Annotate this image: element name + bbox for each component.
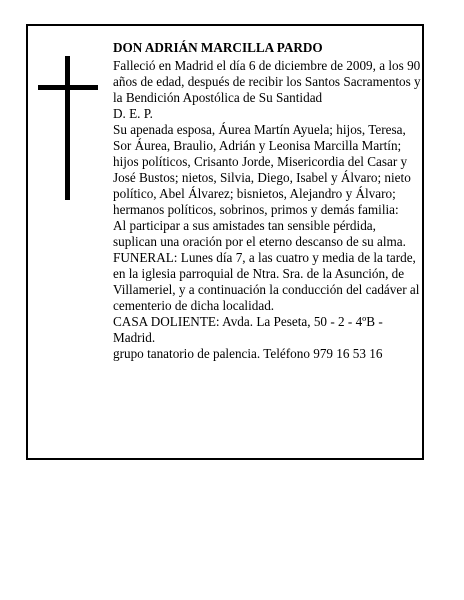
funeral-home-line: grupo tanatorio de palencia. Teléfono 979 16 53 16 [113, 346, 383, 361]
house-paragraph: CASA DOLIENTE: Avda. La Peseta, 50 - 2 - 4ºB - Madrid. [113, 314, 383, 345]
family-paragraph: Su apenada esposa, Áurea Martín Ayuela; hijos, Teresa, Sor Áurea, Braulio, Adrián y Leonisa Marcilla Martín; hijos políticos, Crisanto Jorde, Misericordia del Casar y José Bustos; nietos, Silvia, Diego, Isabel y Álvaro; nieto político, Abel Álvarez; bisnietos, Alejandro y Álvaro; hermanos políticos, sobrinos, primos y demás familia: [113, 122, 411, 217]
request-paragraph: Al participar a sus amistades tan sensible pérdida, suplican una oración por el eterno descanso de su alma. [113, 218, 406, 249]
death-paragraph: Falleció en Madrid el día 6 de diciembre de 2009, a los 90 años de edad, después de recibir los Santos Sacramentos y la Bendición Apostólica de Su Santidad [113, 58, 421, 105]
funeral-paragraph: FUNERAL: Lunes día 7, a las cuatro y media de la tarde, en la iglesia parroquial de Ntra. Sra. de la Asunción, de Villameriel, y a continuación la conducción del cadáver al cementerio de dicha localidad. [113, 250, 420, 313]
notice-text [113, 40, 421, 362]
cross-horizontal-bar [38, 85, 98, 90]
obituary-notice [26, 24, 424, 460]
cross-vertical-bar [65, 56, 70, 200]
deceased-name: DON ADRIÁN MARCILLA PARDO [113, 40, 323, 55]
dep-line: D. E. P. [113, 106, 153, 121]
cross-icon [38, 56, 98, 200]
